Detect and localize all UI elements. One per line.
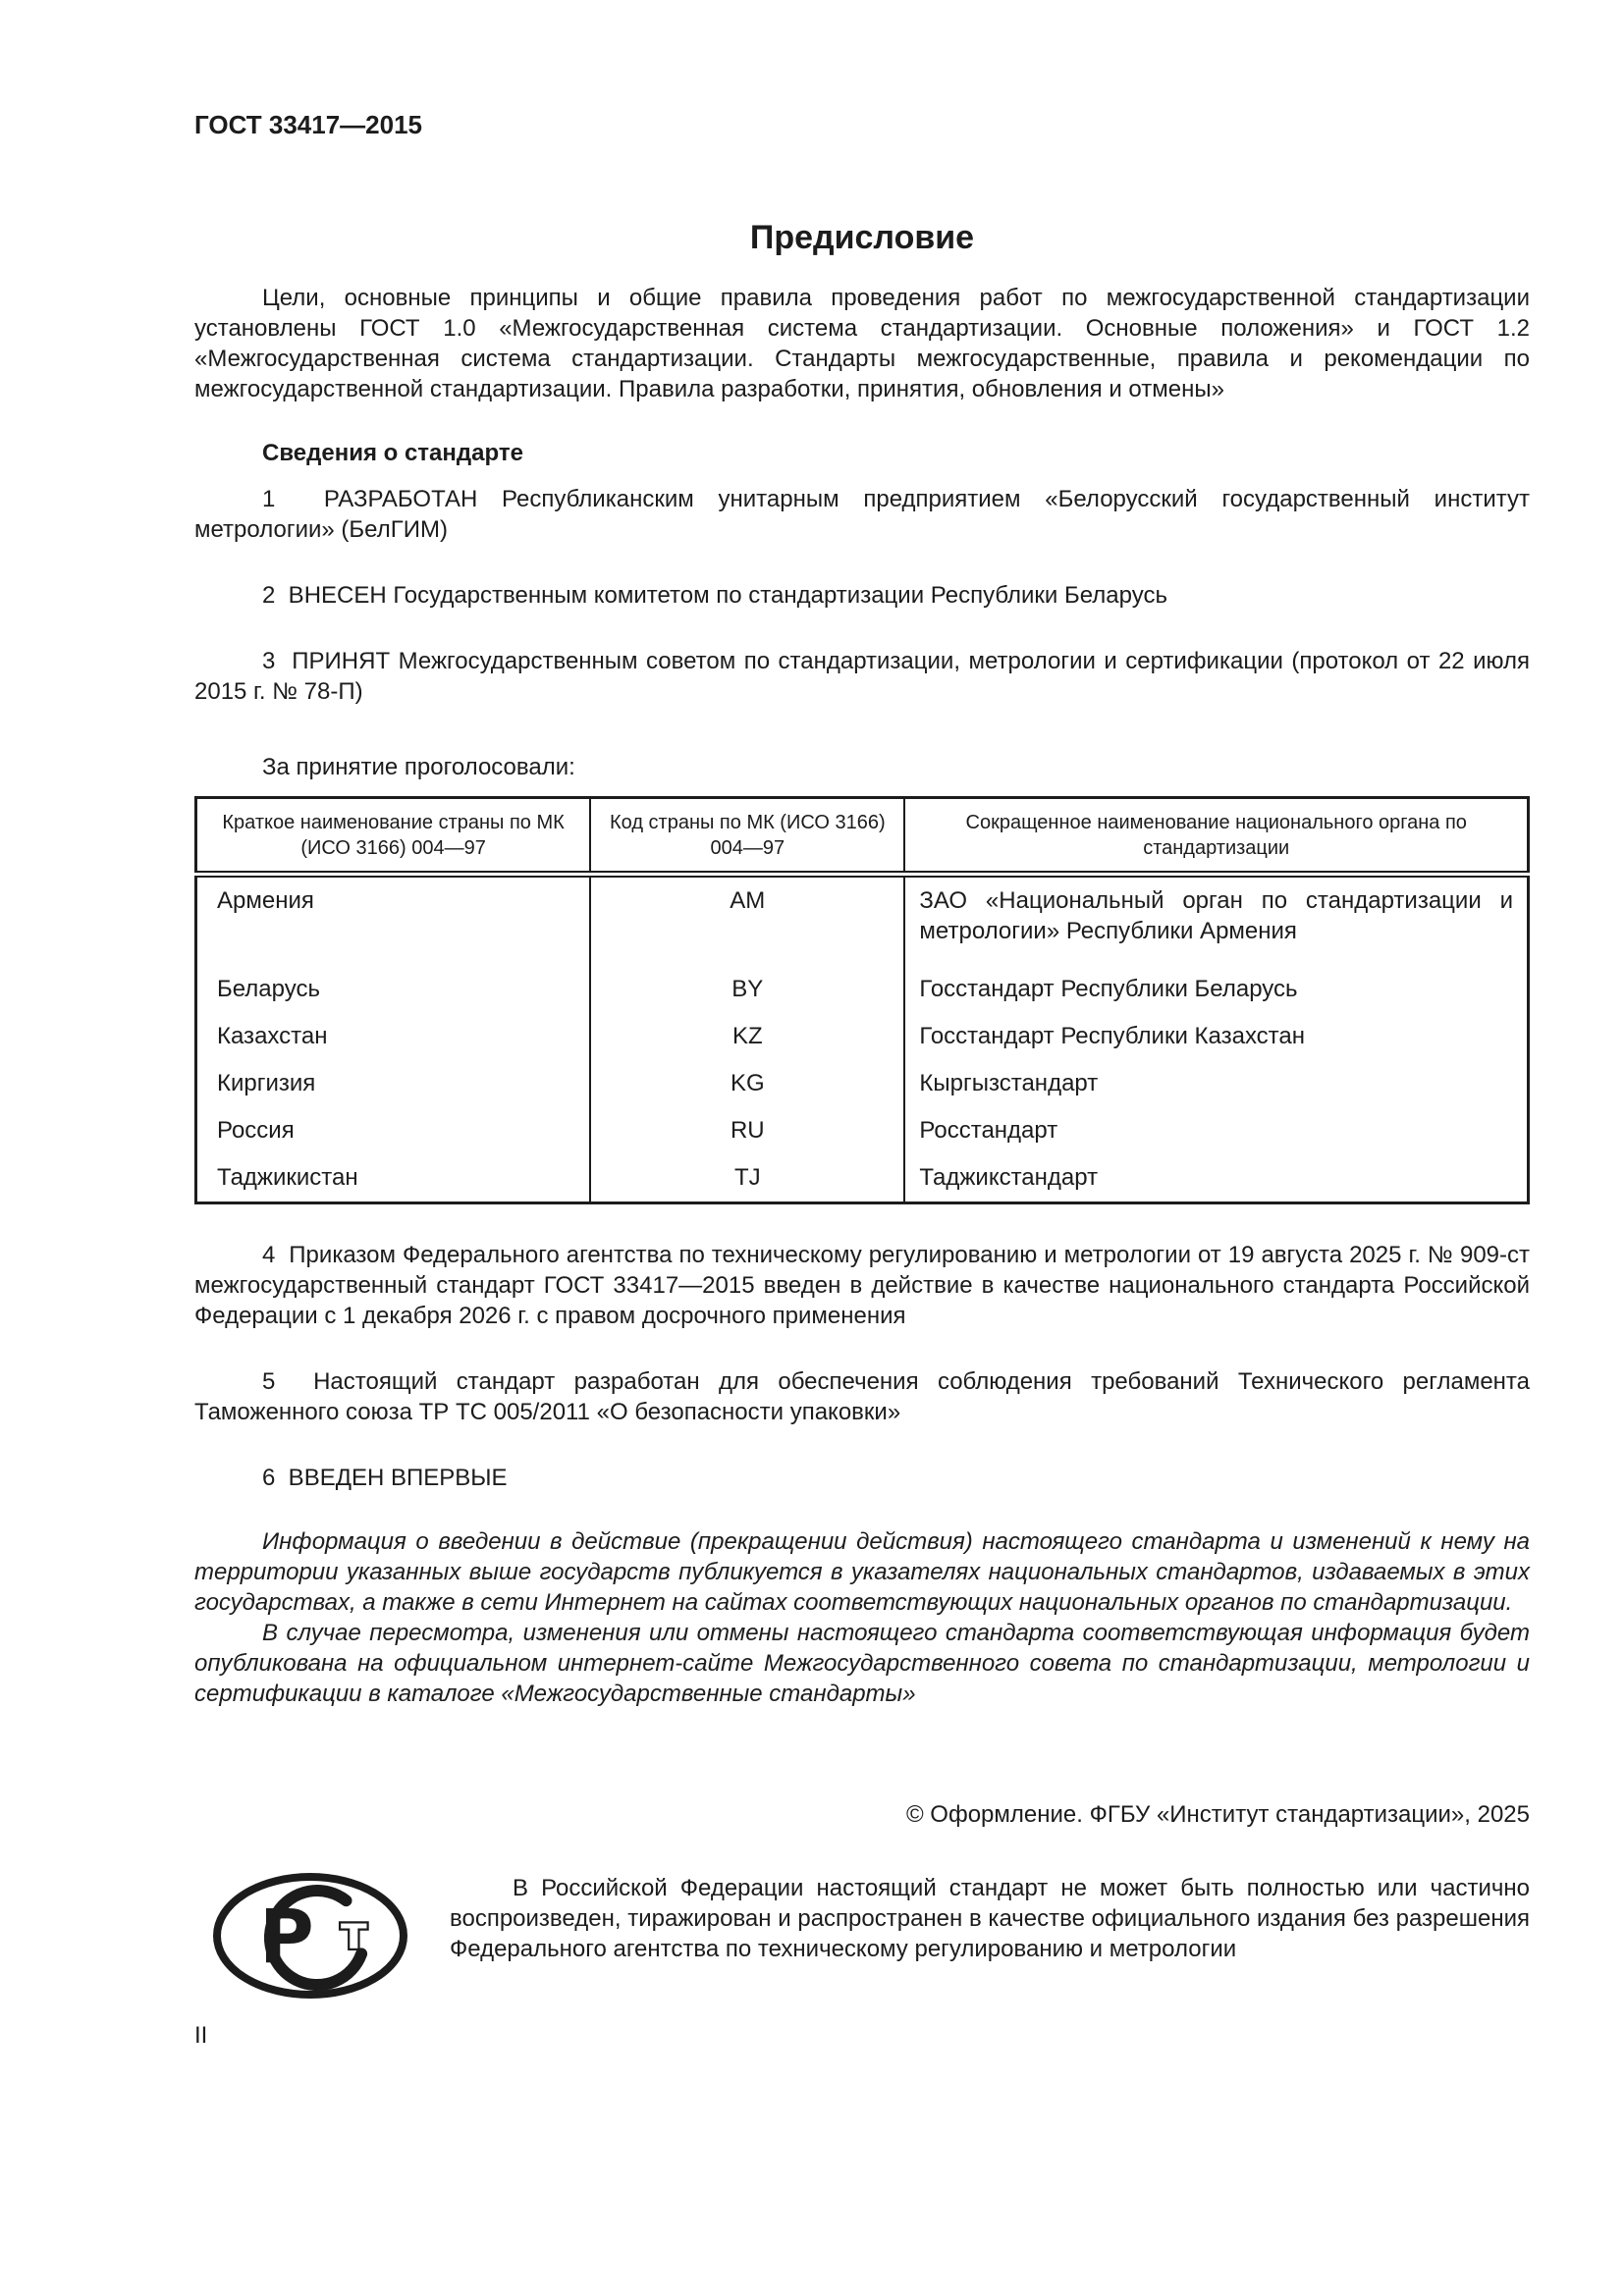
standard-info-item-5: 5 Настоящий стандарт разработан для обеспечения соблюдения требований Технического регламента Таможенного союза ТР ТС 005/2011 «О безопасности упаковки» xyxy=(194,1368,1530,1425)
cell-code: TJ xyxy=(590,1154,904,1203)
standard-info-item-4: 4 Приказом Федерального агентства по техническому регулированию и метрологии от 19 августа 2025 г. № 909-ст межгосударственный стандарт ГОСТ 33417—2015 введен в действие в качестве национального стандарта Российской Федерации с 1 декабря 2026 г. с правом досрочного применения xyxy=(194,1242,1530,1329)
standard-info-item-6: 6 ВВЕДЕН ВПЕРВЫЕ xyxy=(262,1465,508,1491)
availability-notes xyxy=(194,1526,1530,1709)
intro-paragraph: Цели, основные принципы и общие правила проведения работ по межгосударственной стандартизации установлены ГОСТ 1.0 «Межгосударственная система стандартизации. Основные положения» и ГОСТ 1.2 «Межгосударственная система стандартизации. Стандарты межгосударственные, правила и рекомендации по межгосударственной стандартизации. Правила разработки, принятия, обновления и отмены» xyxy=(194,285,1530,402)
table-row xyxy=(196,966,1529,1013)
logo-letter-p: Р xyxy=(259,1893,314,1980)
copyright-line: © Оформление. ФГБУ «Институт стандартизации», 2025 xyxy=(905,1801,1530,1828)
vote-table xyxy=(194,796,1530,1204)
vote-lead: За принятие проголосовали: xyxy=(262,754,575,780)
table-row xyxy=(196,1013,1529,1060)
table-row xyxy=(196,1154,1529,1203)
availability-note-2: В случае пересмотра, изменения или отмены настоящего стандарта соответствующая информация будет опубликована на официальном интернет-сайте Межгосударственного совета по стандартизации, метрологии и сертификации в каталоге «Межгосударственные стандарты» xyxy=(194,1620,1530,1707)
col-header-country: Краткое наименование страны по МК (ИСО 3166) 004—97 xyxy=(196,798,591,875)
page-number: II xyxy=(194,2022,208,2049)
table-header-row xyxy=(196,798,1529,875)
cell-org: Кыргызстандарт xyxy=(904,1060,1528,1107)
cell-country: Беларусь xyxy=(217,976,320,1002)
col-header-org: Сокращенное наименование национального органа по стандартизации xyxy=(904,798,1528,875)
rst-conformity-mark-logo xyxy=(212,1873,408,2002)
standard-info-item-1: 1 РАЗРАБОТАН Республиканским унитарным предприятием «Белорусский государственный институт метрологии» (БелГИМ) xyxy=(194,486,1530,543)
reproduction-restriction: В Российской Федерации настоящий стандарт не может быть полностью или частично воспроизведен, тиражирован и распространен в качестве официального издания без разрешения Федерального агентства по техническому регулированию и метрологии xyxy=(450,1875,1530,1962)
cell-country: Таджикистан xyxy=(217,1164,358,1191)
cell-country: Казахстан xyxy=(217,1023,328,1049)
standard-info-item-3: 3 ПРИНЯТ Межгосударственным советом по стандартизации, метрологии и сертификации (протокол от 22 июля 2015 г. № 78-П) xyxy=(194,648,1530,705)
cell-org: Росстандарт xyxy=(904,1107,1528,1154)
doc-code: ГОСТ 33417—2015 xyxy=(194,110,422,139)
cell-country: Киргизия xyxy=(217,1070,316,1096)
standard-info-heading: Сведения о стандарте xyxy=(262,440,523,466)
table-row xyxy=(196,1107,1529,1154)
cell-country: Россия xyxy=(217,1117,295,1144)
cell-org: ЗАО «Национальный орган по стандартизации и метрологии» Республики Армения xyxy=(904,875,1528,967)
availability-note-1: Информация о введении в действие (прекращении действия) настоящего стандарта и изменений к нему на территории указанных выше государств публикуется в указателях национальных стандартов, издаваемых в этих государствах, а также в сети Интернет на сайтах соответствующих национальных органов по стандартизации. xyxy=(194,1528,1530,1616)
table-row xyxy=(196,875,1529,967)
page-title: Предисловие xyxy=(749,219,975,256)
cell-code: AM xyxy=(590,875,904,967)
col-header-code: Код страны по МК (ИСО 3166) 004—97 xyxy=(590,798,904,875)
table-row xyxy=(196,1060,1529,1107)
logo-letter-t: т xyxy=(341,1906,367,1959)
cell-code: KG xyxy=(590,1060,904,1107)
cell-code: RU xyxy=(590,1107,904,1154)
cell-code: BY xyxy=(590,966,904,1013)
cell-country: Армения xyxy=(217,887,314,914)
cell-org: Таджикстандарт xyxy=(904,1154,1528,1203)
standard-info-item-2: 2 ВНЕСЕН Государственным комитетом по стандартизации Республики Беларусь xyxy=(262,582,1167,609)
cell-org: Госстандарт Республики Беларусь xyxy=(904,966,1528,1013)
cell-org: Госстандарт Республики Казахстан xyxy=(904,1013,1528,1060)
cell-code: KZ xyxy=(590,1013,904,1060)
footer xyxy=(194,1873,1530,2002)
